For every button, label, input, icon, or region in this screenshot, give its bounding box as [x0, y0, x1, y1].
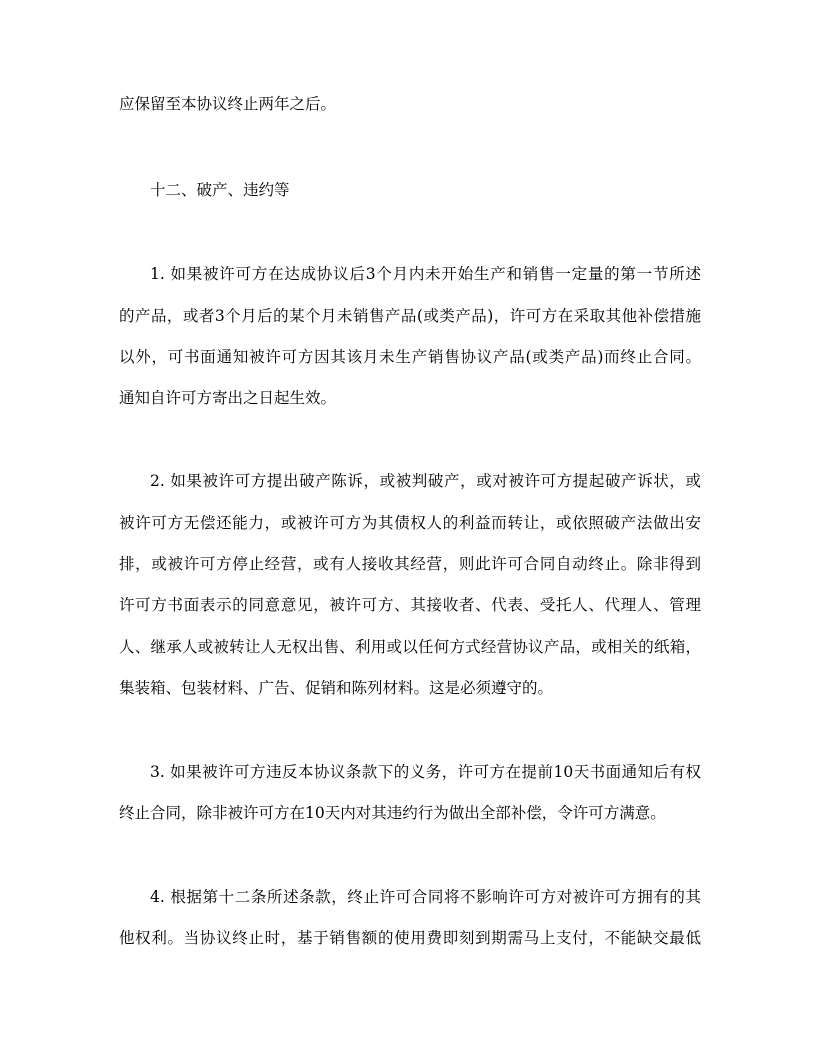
paragraph-line: 3. 如果被许可方违反本协议条款下的义务，许可方在提前10天书面通知后有权 [150, 763, 701, 781]
paragraph-line: 以外，可书面通知被许可方因其该月未生产销售协议产品(或类产品)而终止合同。 [119, 348, 701, 366]
paragraph-line: 4. 根据第十二条所述条款，终止许可合同将不影响许可方对被许可方拥有的其 [150, 888, 701, 906]
paragraph-line: 他权利。当协议终止时，基于销售额的使用费即刻到期需马上支付，不能缺交最低 [119, 929, 701, 947]
paragraph-line: 1. 如果被许可方在达成协议后3个月内未开始生产和销售一定量的第一节所述 [150, 265, 701, 283]
paragraph-line: 被许可方无偿还能力，或被许可方为其债权人的利益而转让，或依照破产法做出安 [119, 514, 701, 532]
paragraph-line: 应保留至本协议终止两年之后。 [119, 95, 337, 113]
paragraph-line: 通知自许可方寄出之日起生效。 [119, 389, 337, 407]
paragraph-line: 人、继承人或被转让人无权出售、利用或以任何方式经营协议产品，或相关的纸箱， [119, 638, 701, 656]
paragraph-line: 的产品，或者3个月后的某个月未销售产品(或类产品)，许可方在采取其他补偿措施 [119, 307, 701, 325]
section-heading: 十二、破产、违约等 [150, 181, 290, 199]
paragraph-line: 终止合同，除非被许可方在10天内对其违约行为做出全部补偿，令许可方满意。 [119, 804, 666, 822]
paragraph-line: 2. 如果被许可方提出破产陈诉，或被判破产，或对被许可方提起破产诉状，或 [150, 472, 701, 490]
paragraph-line: 许可方书面表示的同意意见，被许可方、其接收者、代表、受托人、代理人、管理 [119, 596, 701, 614]
paragraph-line: 集装箱、包装材料、广告、促销和陈列材料。这是必须遵守的。 [119, 679, 554, 697]
paragraph-line: 排，或被许可方停止经营，或有人接收其经营，则此许可合同自动终止。除非得到 [119, 555, 701, 573]
